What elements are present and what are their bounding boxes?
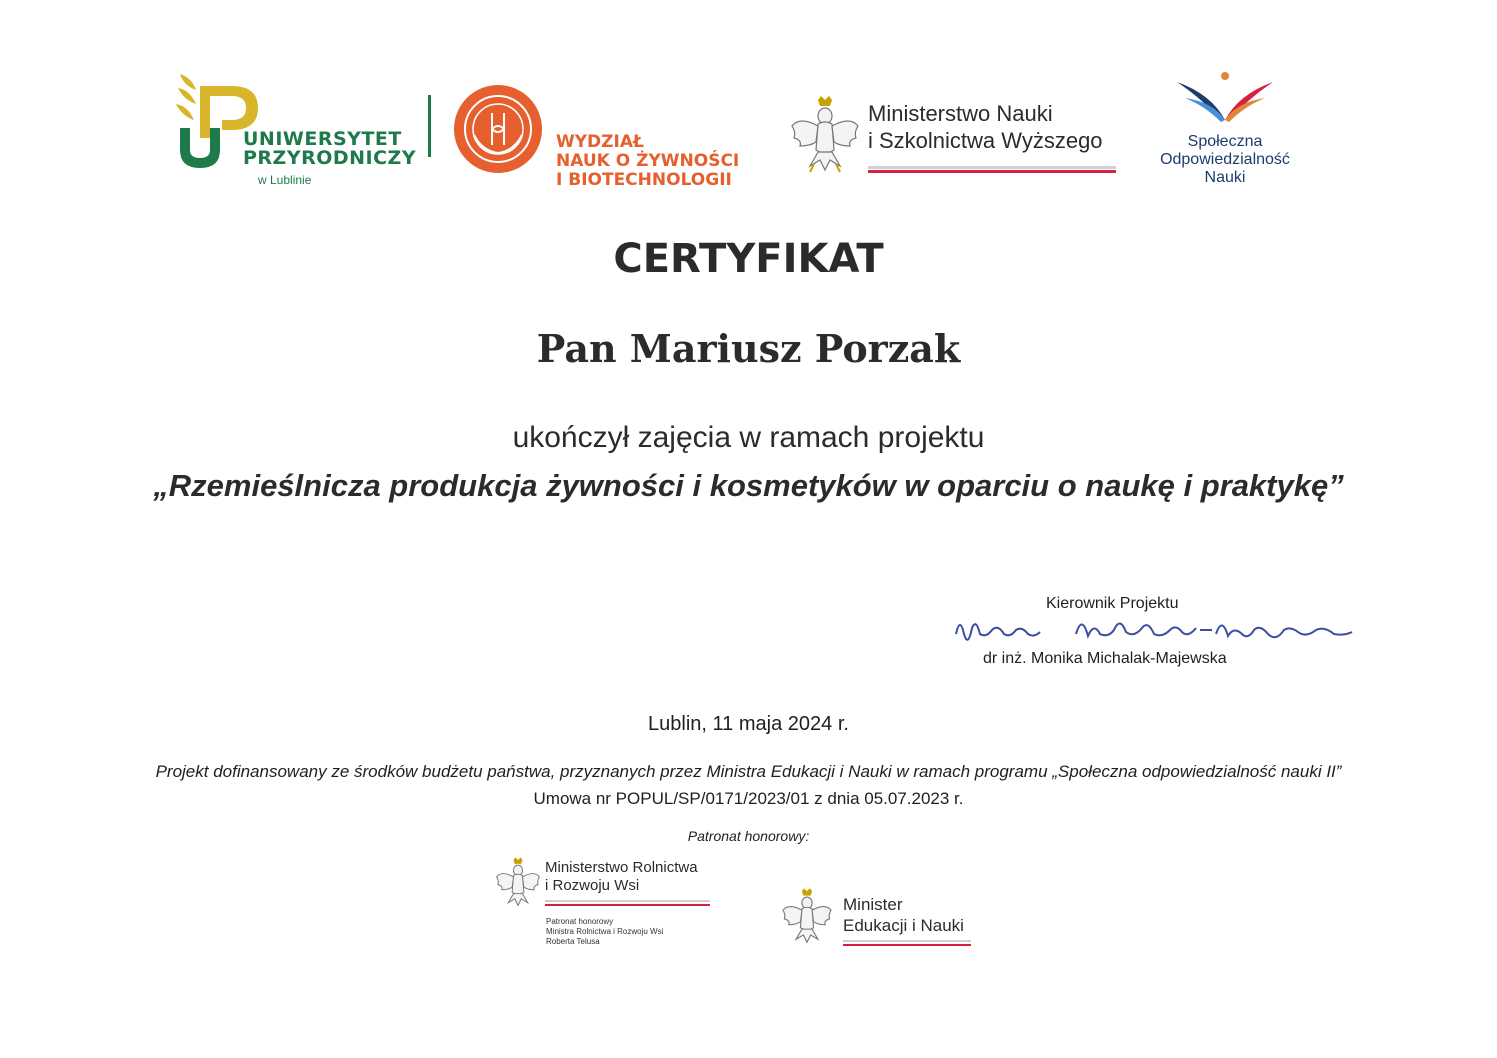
polish-eagle-icon xyxy=(494,855,542,909)
flag-bar-red xyxy=(545,904,710,906)
funding-statement: Projekt dofinansowany ze środków budżetu państwa, przyznanych przez Ministra Edukacji i Nauki w ramach programu „Społeczna odpowiedzialność nauki II” xyxy=(155,762,1342,781)
spn-logo-line3: Nauki xyxy=(1204,169,1246,186)
project-name: „Rzemieślnicza produkcja żywności i kosmetyków w oparciu o naukę i praktykę” xyxy=(153,468,1344,503)
faculty-emblem-icon xyxy=(452,83,544,175)
minister-education-line1: Minister xyxy=(843,895,903,914)
flag-bar-white xyxy=(868,166,1116,169)
minister-education-logo-text xyxy=(843,894,964,936)
certificate-title: CERTYFIKAT xyxy=(613,236,884,282)
patronage-note-line2: Ministra Rolnictwa i Rozwoju Wsi xyxy=(546,927,664,936)
completion-statement: ukończył zajęcia w ramach projektu xyxy=(512,421,985,454)
ministry-agriculture-logo-text xyxy=(545,859,698,895)
flag-bar-red xyxy=(868,170,1116,173)
flag-bar-white xyxy=(843,940,971,942)
faculty-logo-line3: I BIOTECHNOLOGII xyxy=(556,170,732,190)
contract-number: Umowa nr POPUL/SP/0171/2023/01 z dnia 05.07.2023 r. xyxy=(533,789,964,808)
ministry-agriculture-line2: i Rozwoju Wsi xyxy=(545,877,640,894)
ministry-agriculture-line1: Ministerstwo Rolnictwa xyxy=(545,859,698,876)
logo-divider xyxy=(428,95,431,157)
ministry-science-line2: i Szkolnictwa Wyższego xyxy=(868,128,1103,153)
faculty-logo-line2: NAUK O ŻYWNOŚCI xyxy=(556,151,740,171)
faculty-logo-text xyxy=(556,133,739,190)
patronage-note-line1: Patronat honorowy xyxy=(546,917,614,926)
spn-book-icon xyxy=(1175,68,1275,126)
place-and-date: Lublin, 11 maja 2024 r. xyxy=(648,713,849,735)
spn-logo-text xyxy=(1140,133,1310,187)
signatory-name: dr inż. Monika Michalak-Majewska xyxy=(983,650,1227,667)
flag-bar-white xyxy=(545,900,710,902)
ministry-science-logo-text xyxy=(868,100,1103,154)
ministry-science-line1: Ministerstwo Nauki xyxy=(868,101,1053,126)
up-logo-text xyxy=(243,130,416,168)
spn-logo-line1: Społeczna xyxy=(1187,133,1263,150)
up-logo-line2: PRZYRODNICZY xyxy=(243,147,417,169)
polish-eagle-icon xyxy=(780,886,834,946)
spn-logo-line2: Odpowiedzialność xyxy=(1160,151,1290,168)
patronage-note-line3: Roberta Telusa xyxy=(546,937,600,946)
up-logo-subline: w Lublinie xyxy=(258,173,312,187)
patronage-label: Patronat honorowy: xyxy=(687,828,810,844)
flag-bar-red xyxy=(843,944,971,946)
polish-eagle-icon xyxy=(788,94,862,174)
ministry-agriculture-patronage-note xyxy=(546,917,663,947)
handwritten-signature xyxy=(950,608,1360,654)
up-logo-line1: UNIWERSYTET xyxy=(243,128,402,150)
minister-education-line2: Edukacji i Nauki xyxy=(843,916,964,935)
signatory-role: Kierownik Projektu xyxy=(1046,595,1179,612)
recipient-name: Pan Mariusz Porzak xyxy=(536,326,961,371)
faculty-logo-line1: WYDZIAŁ xyxy=(556,132,644,152)
